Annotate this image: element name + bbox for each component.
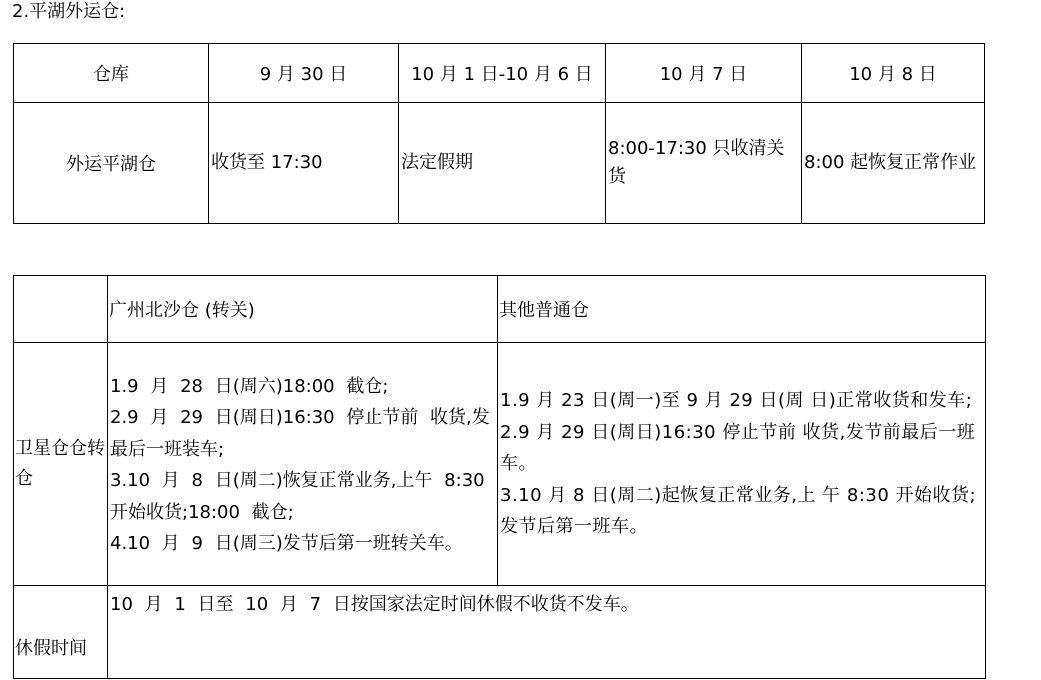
row-label-holiday: 休假时间 (14, 586, 108, 679)
transfer-schedule-table (13, 275, 986, 679)
table-row (14, 103, 985, 224)
header-oct-7: 10 月 7 日 (606, 44, 802, 103)
cell-oct-1-6: 法定假期 (399, 103, 606, 224)
cell-holiday-text: 10 月 1 日至 10 月 7 日按国家法定时间休假不收货不发车。 (108, 586, 986, 679)
cell-warehouse-name: 外运平湖仓 (14, 103, 209, 224)
header-beisha-warehouse: 广州北沙仓 (转关) (108, 276, 498, 343)
header-oct-1-6: 10 月 1 日-10 月 6 日 (399, 44, 606, 103)
list-item: 3.10 月 8 日(周二)起恢复正常业务,上 午 8:30 开始收货;发节后第一班车。 (500, 484, 977, 538)
header-sep-30: 9 月 30 日 (209, 44, 399, 103)
cell-sep-30: 收货至 17:30 (209, 103, 399, 224)
row-label-satellite-transfer: 卫星仓仓转仓 (14, 343, 108, 586)
cell-oct-8: 8:00 起恢复正常作业 (802, 103, 985, 224)
list-item: 4.10 月 9 日(周三)发节后第一班转关车。 (110, 533, 463, 554)
list-item: 1.9 月 28 日(周六)18:00 截仓; (110, 375, 389, 397)
table-header-row (14, 44, 985, 103)
table-row (14, 343, 986, 586)
header-blank-cell (14, 276, 108, 343)
list-item: 1.9 月 23 日(周一)至 9 月 29 日(周 日)正常收货和发车; (500, 390, 973, 412)
table-header-row (14, 276, 986, 343)
cell-beisha-schedule (108, 343, 498, 586)
list-item: 2.9 月 29 日(周日)16:30 停止节前 收货,发最后一班装车; (110, 407, 490, 460)
header-warehouse: 仓库 (14, 44, 209, 103)
list-item: 2.9 月 29 日(周日)16:30 停止节前 收货,发节前最后一班车。 (500, 421, 976, 475)
header-oct-8: 10 月 8 日 (802, 44, 985, 103)
section-heading: 2.平湖外运仓: (12, 1, 126, 22)
cell-other-schedule (498, 343, 986, 586)
list-item: 3.10 月 8 日(周二)恢复正常业务,上午 8:30 开始收货;18:00 截仓; (110, 470, 485, 523)
header-other-warehouses: 其他普通仓 (498, 276, 986, 343)
table-row (14, 586, 986, 679)
pinghu-warehouse-schedule-table (13, 43, 985, 224)
cell-oct-7: 8:00-17:30 只收清关货 (606, 103, 802, 224)
